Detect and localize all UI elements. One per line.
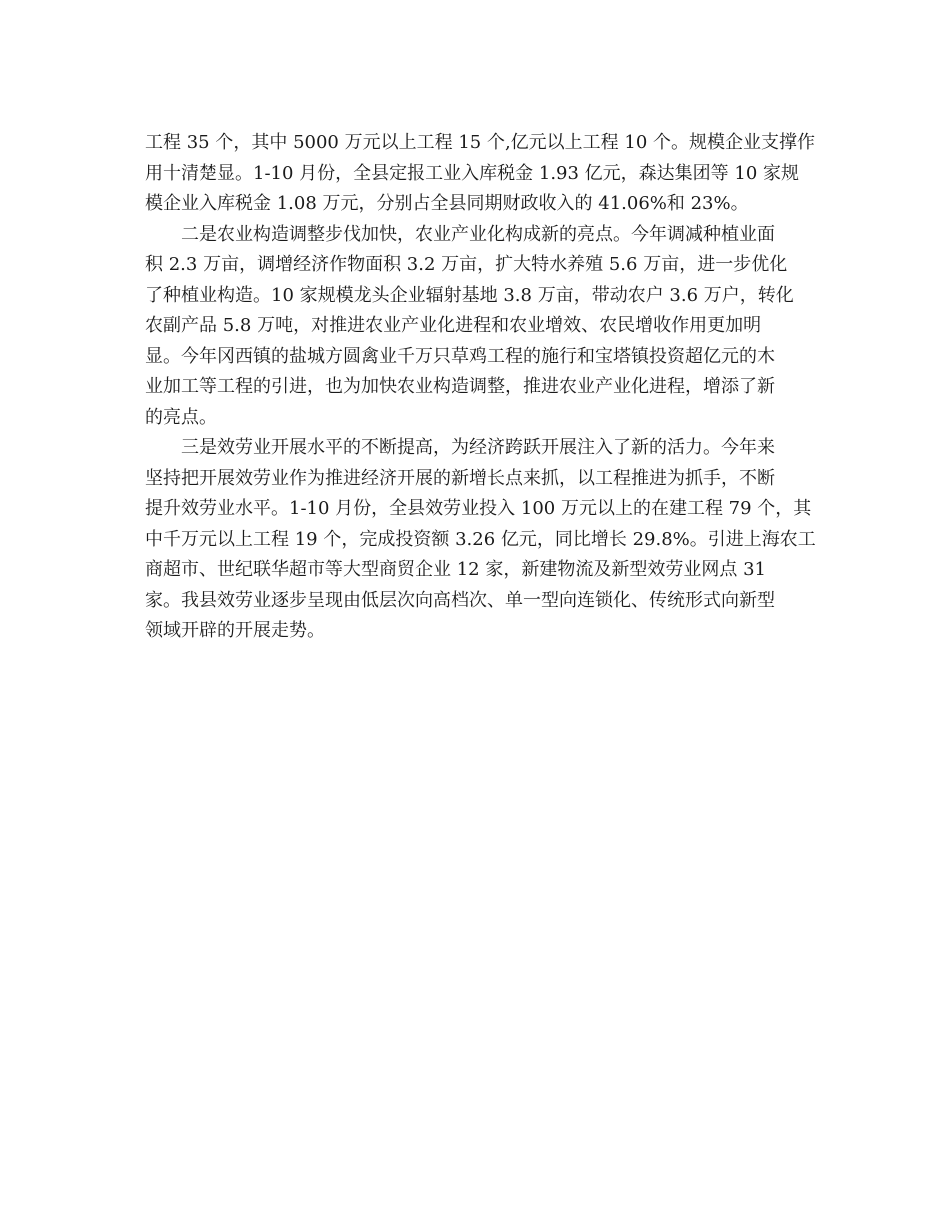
text-line: 二是农业构造调整步伐加快，农业产业化构成新的亮点。今年调减种植业面: [145, 223, 775, 245]
text-line: 农副产品 5.8 万吨，对推进农业产业化进程和农业增效、农民增收作用更加明: [145, 315, 762, 336]
text-line: 家。我县效劳业逐步呈现由低层次向高档次、单一型向连锁化、传统形式向新型: [145, 589, 775, 611]
text-line: 中千万元以上工程 19 个，完成投资额 3.26 亿元，同比增长 29.8%。引进上海农工: [145, 528, 816, 550]
document-body: [145, 128, 816, 647]
text-line: 了种植业构造。10 家规模龙头企业辐射基地 3.8 万亩，带动农户 3.6 万户，转化: [145, 284, 794, 306]
text-line: 提升效劳业水平。1-10 月份，全县效劳业投入 100 万元以上的在建工程 79 个，其: [145, 498, 812, 519]
text-line: 模企业入库税金 1.08 万元，分别占全县同期财政收入的 41.06%和 23%。: [145, 193, 749, 214]
text-line: 三是效劳业开展水平的不断提高，为经济跨跃开展注入了新的活力。今年来: [145, 437, 775, 458]
text-line: 工程 35 个，其中 5000 万元以上工程 15 个,亿元以上工程 10 个。规模企业支撑作: [145, 132, 816, 153]
paragraph-1: [145, 128, 816, 220]
text-line: 领域开辟的开展走势。: [145, 620, 325, 641]
text-line: 积 2.3 万亩，调增经济作物面积 3.2 万亩，扩大特水养殖 5.6 万亩，进一步优化: [145, 254, 788, 275]
paragraph-2: [145, 220, 809, 434]
text-line: 坚持把开展效劳业作为推进经济开展的新增长点来抓，以工程推进为抓手，不断: [145, 467, 775, 489]
text-line: 商超市、世纪联华超市等大型商贸企业 12 家，新建物流及新型效劳业网点 31: [145, 559, 766, 580]
text-line: 的亮点。: [145, 406, 217, 428]
paragraph-3: [145, 433, 816, 647]
text-line: 用十清楚显。1-10 月份，全县定报工业入库税金 1.93 亿元，森达集团等 10 家规: [145, 162, 800, 184]
text-line: 显。今年冈西镇的盐城方圆禽业千万只草鸡工程的施行和宝塔镇投资超亿元的木: [145, 345, 775, 367]
text-line: 业加工等工程的引进，也为加快农业构造调整，推进农业产业化进程，增添了新: [145, 376, 775, 397]
